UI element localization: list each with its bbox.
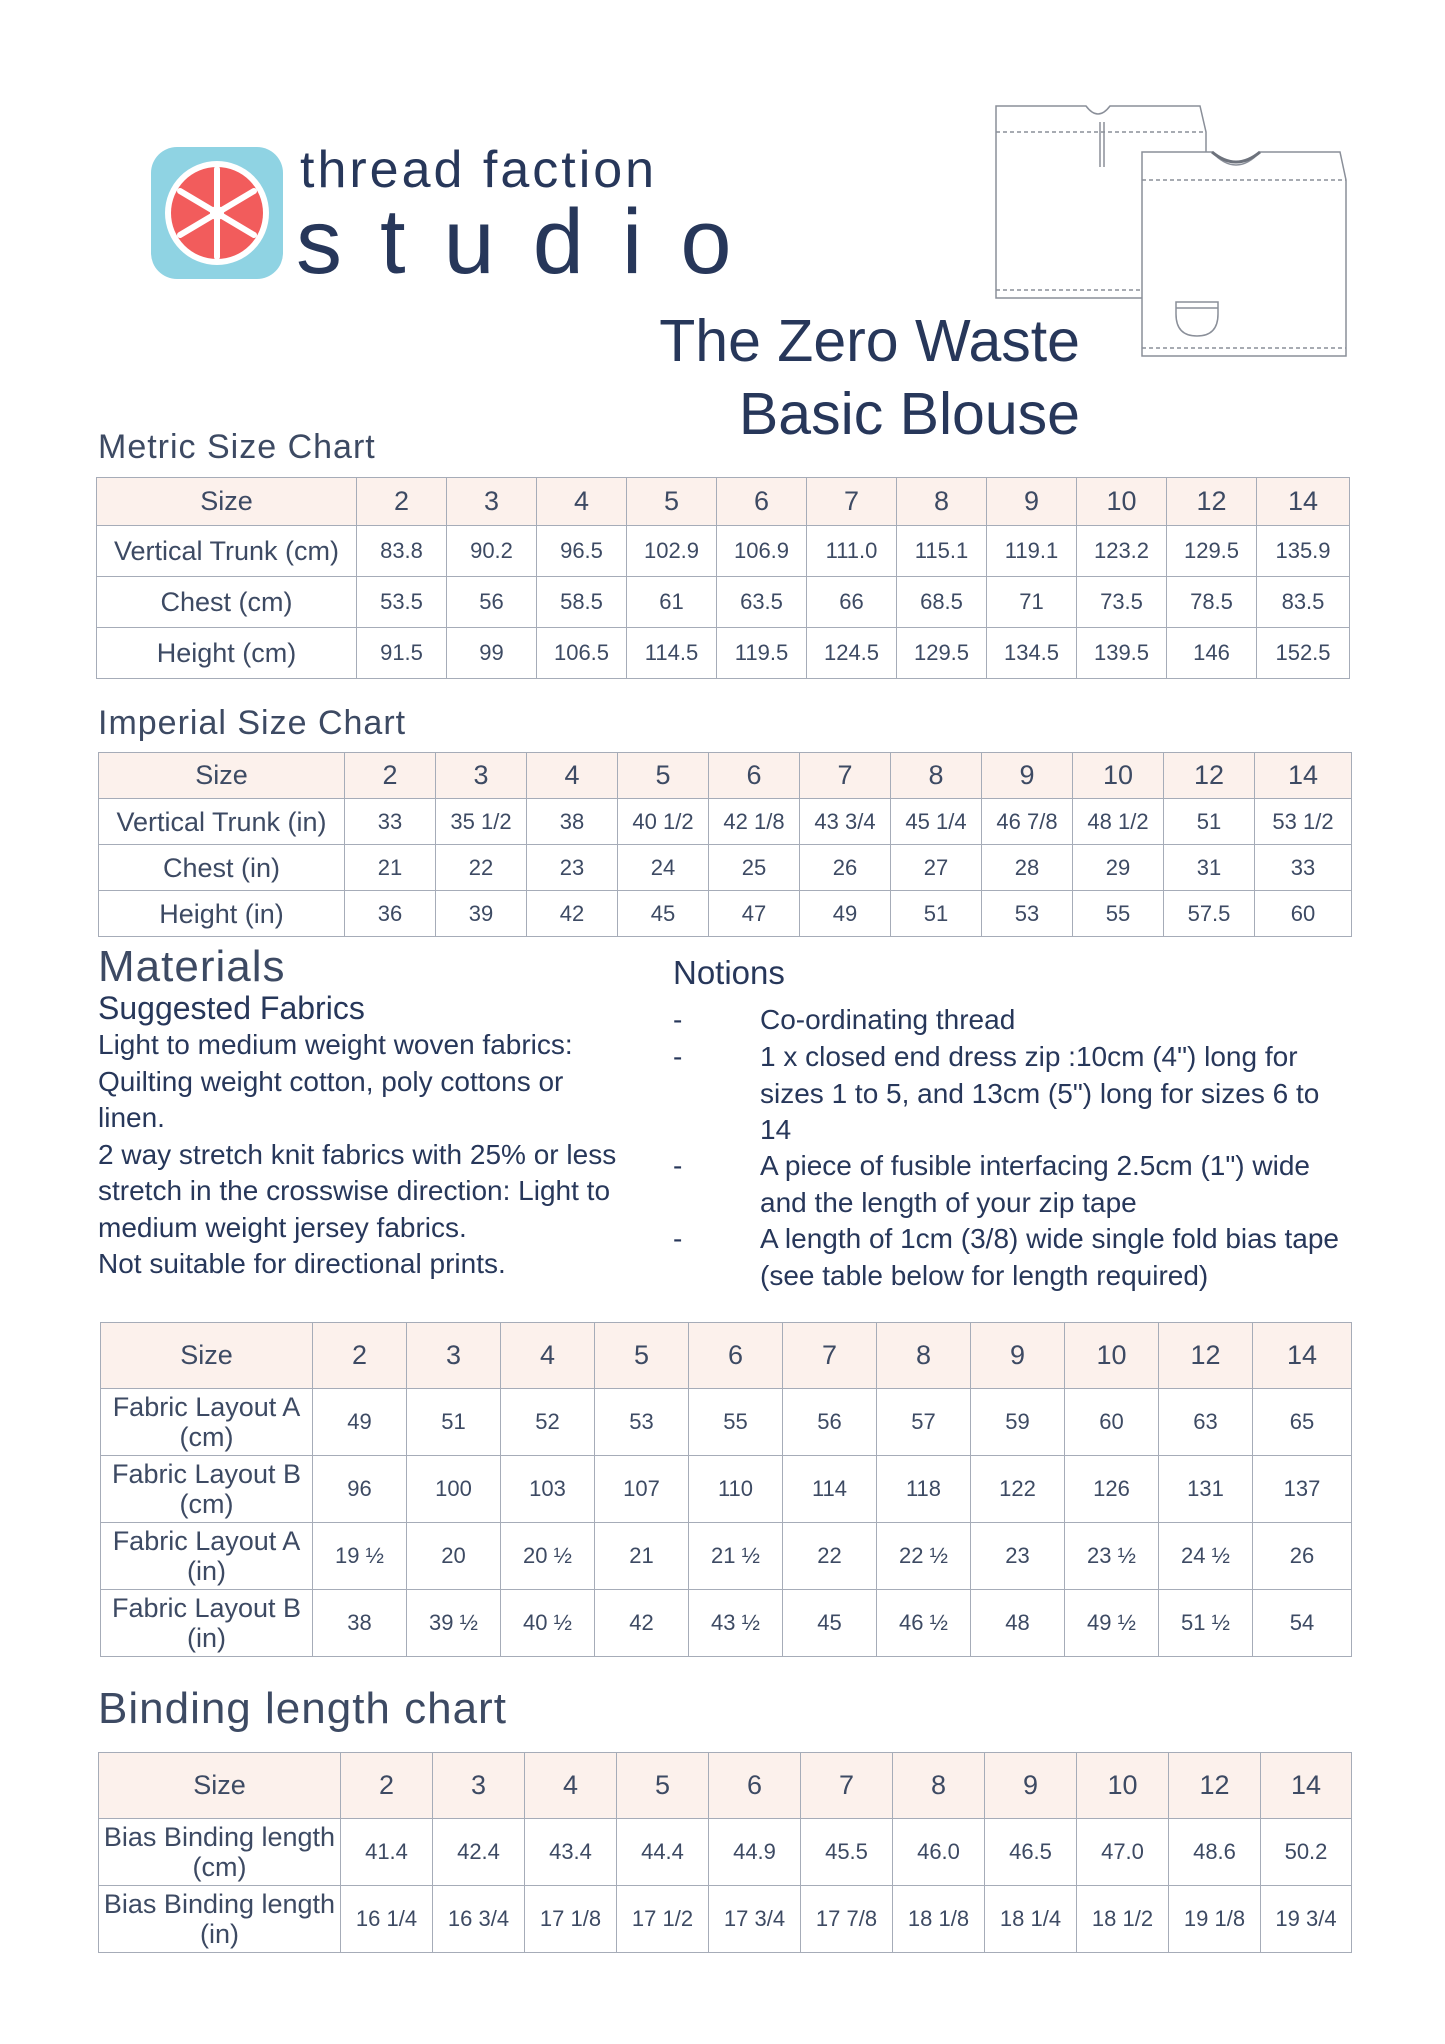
notion-text: Co-ordinating thread (760, 1004, 1016, 1035)
table-cell: 40 ½ (501, 1590, 595, 1657)
notion-text: A piece of fusible interfacing 2.5cm (1") wide and the length of your zip tape (760, 1150, 1310, 1218)
header-cell: 7 (807, 478, 897, 526)
header-cell: 2 (345, 753, 436, 799)
table-cell: 42 1/8 (709, 799, 800, 845)
materials-line: linen. (98, 1102, 165, 1133)
row-label: Vertical Trunk (cm) (97, 526, 357, 577)
header-cell: 14 (1257, 478, 1350, 526)
bullet-dash: - (673, 1150, 683, 1181)
table-cell: 45.5 (801, 1819, 893, 1886)
table-cell: 90.2 (447, 526, 537, 577)
table-cell: 71 (987, 577, 1077, 628)
header-cell: 10 (1077, 1753, 1169, 1819)
header-cell: 7 (800, 753, 891, 799)
header-cell: 9 (987, 478, 1077, 526)
materials-line: medium weight jersey fabrics. (98, 1211, 467, 1243)
materials-line: Light to medium weight woven fabrics: (98, 1029, 573, 1060)
header-cell: 9 (971, 1323, 1065, 1389)
table-cell: 107 (595, 1456, 689, 1523)
table-cell: 16 1/4 (341, 1886, 433, 1953)
table-row (101, 1389, 1352, 1456)
table-cell: 19 1/8 (1169, 1886, 1261, 1953)
table-cell: 42 (595, 1590, 689, 1657)
table-cell: 123.2 (1077, 526, 1167, 577)
header-cell: 8 (891, 753, 982, 799)
table-cell: 73.5 (1077, 577, 1167, 628)
table-cell: 22 (783, 1523, 877, 1590)
table-cell: 17 1/2 (617, 1886, 709, 1953)
table-cell: 45 (783, 1590, 877, 1657)
header-cell: 8 (897, 478, 987, 526)
title-line1: The Zero Waste (659, 308, 1080, 374)
table-cell: 111.0 (807, 526, 897, 577)
table-cell: 58.5 (537, 577, 627, 628)
header-cell: 3 (433, 1753, 525, 1819)
header-cell: Size (97, 478, 357, 526)
table-cell: 114 (783, 1456, 877, 1523)
brand-name-line1: thread faction (300, 141, 658, 199)
table-cell: 53 (595, 1389, 689, 1456)
row-label: Bias Binding length (cm) (99, 1819, 341, 1886)
table-cell: 33 (345, 799, 436, 845)
table-row (99, 891, 1352, 937)
table-cell: 129.5 (1167, 526, 1257, 577)
header-cell: 6 (709, 1753, 801, 1819)
table-cell: 53 (982, 891, 1073, 937)
table-cell: 48 (971, 1590, 1065, 1657)
imperial-chart-title: Imperial Size Chart (98, 704, 407, 742)
header-cell: Size (101, 1323, 313, 1389)
table-cell: 137 (1253, 1456, 1352, 1523)
table-cell: 21 (345, 845, 436, 891)
table-cell: 119.5 (717, 628, 807, 679)
materials-section (98, 942, 658, 1283)
header-cell: 2 (341, 1753, 433, 1819)
header-cell: 7 (783, 1323, 877, 1389)
table-cell: 55 (689, 1389, 783, 1456)
header-cell: 6 (689, 1323, 783, 1389)
bullet-dash: - (673, 1223, 683, 1254)
table-cell: 100 (407, 1456, 501, 1523)
table-cell: 42 (527, 891, 618, 937)
header-cell: 10 (1077, 478, 1167, 526)
header-cell: 6 (709, 753, 800, 799)
table-cell: 83.8 (357, 526, 447, 577)
table-cell: 91.5 (357, 628, 447, 679)
materials-title: Materials (98, 942, 286, 991)
table-cell: 47 (709, 891, 800, 937)
header-cell: 9 (982, 753, 1073, 799)
table-cell: 57.5 (1164, 891, 1255, 937)
table-cell: 96.5 (537, 526, 627, 577)
table-cell: 19 ½ (313, 1523, 407, 1590)
table-cell: 46.0 (893, 1819, 985, 1886)
table-cell: 42.4 (433, 1819, 525, 1886)
table-header-row (101, 1323, 1352, 1389)
table-cell: 46 ½ (877, 1590, 971, 1657)
table-header-row (97, 478, 1350, 526)
bullet-dash: - (673, 1041, 683, 1072)
header-cell: 14 (1253, 1323, 1352, 1389)
table-row (101, 1590, 1352, 1657)
table-cell: 49 (313, 1389, 407, 1456)
table-cell: 31 (1164, 845, 1255, 891)
table-cell: 26 (800, 845, 891, 891)
table-cell: 18 1/2 (1077, 1886, 1169, 1953)
metric-chart-title: Metric Size Chart (98, 428, 376, 466)
table-cell: 55 (1073, 891, 1164, 937)
row-label: Chest (cm) (97, 577, 357, 628)
table-cell: 22 (436, 845, 527, 891)
table-cell: 51 ½ (1159, 1590, 1253, 1657)
grapefruit-icon (151, 147, 283, 279)
table-cell: 56 (447, 577, 537, 628)
table-cell: 19 3/4 (1261, 1886, 1352, 1953)
table-cell: 114.5 (627, 628, 717, 679)
header-cell: 12 (1159, 1323, 1253, 1389)
header-cell: 12 (1169, 1753, 1261, 1819)
table-cell: 28 (982, 845, 1073, 891)
table-cell: 126 (1065, 1456, 1159, 1523)
header-cell: 4 (537, 478, 627, 526)
table-cell: 43 ½ (689, 1590, 783, 1657)
table-cell: 17 7/8 (801, 1886, 893, 1953)
brand-logo (151, 147, 283, 279)
table-cell: 40 1/2 (618, 799, 709, 845)
table-cell: 48 1/2 (1073, 799, 1164, 845)
table-cell: 27 (891, 845, 982, 891)
header-cell: 3 (447, 478, 537, 526)
table-cell: 52 (501, 1389, 595, 1456)
table-cell: 66 (807, 577, 897, 628)
table-cell: 46.5 (985, 1819, 1077, 1886)
header-cell: 6 (717, 478, 807, 526)
table-cell: 106.9 (717, 526, 807, 577)
header-cell: 4 (527, 753, 618, 799)
suggested-fabrics-heading: Suggested Fabrics (98, 990, 365, 1026)
binding-length-table (98, 1752, 1352, 1953)
table-row (99, 845, 1352, 891)
table-cell: 25 (709, 845, 800, 891)
table-cell: 38 (313, 1590, 407, 1657)
row-label: Chest (in) (99, 845, 345, 891)
blouse-illustration (990, 92, 1360, 364)
table-cell: 51 (407, 1389, 501, 1456)
table-row (99, 799, 1352, 845)
table-cell: 21 ½ (689, 1523, 783, 1590)
table-cell: 78.5 (1167, 577, 1257, 628)
notion-text: A length of 1cm (3/8) wide single fold bias tape (see table below for length required) (760, 1223, 1340, 1291)
table-cell: 39 ½ (407, 1590, 501, 1657)
table-cell: 129.5 (897, 628, 987, 679)
header-cell: 5 (617, 1753, 709, 1819)
table-cell: 18 1/8 (893, 1886, 985, 1953)
table-cell: 41.4 (341, 1819, 433, 1886)
table-cell: 18 1/4 (985, 1886, 1077, 1953)
table-cell: 24 ½ (1159, 1523, 1253, 1590)
table-cell: 53.5 (357, 577, 447, 628)
table-cell: 135.9 (1257, 526, 1350, 577)
table-row (99, 1819, 1352, 1886)
row-label: Vertical Trunk (in) (99, 799, 345, 845)
table-cell: 118 (877, 1456, 971, 1523)
table-cell: 99 (447, 628, 537, 679)
table-cell: 51 (1164, 799, 1255, 845)
header-cell: 10 (1073, 753, 1164, 799)
imperial-size-table (98, 752, 1352, 937)
header-cell: 5 (618, 753, 709, 799)
table-cell: 106.5 (537, 628, 627, 679)
table-cell: 131 (1159, 1456, 1253, 1523)
table-cell: 57 (877, 1389, 971, 1456)
table-cell: 119.1 (987, 526, 1077, 577)
row-label: Fabric Layout B (cm) (101, 1456, 313, 1523)
header-cell: 4 (501, 1323, 595, 1389)
table-cell: 110 (689, 1456, 783, 1523)
table-cell: 21 (595, 1523, 689, 1590)
header-cell: 8 (877, 1323, 971, 1389)
table-cell: 22 ½ (877, 1523, 971, 1590)
table-cell: 17 3/4 (709, 1886, 801, 1953)
header-cell: 8 (893, 1753, 985, 1819)
table-cell: 63.5 (717, 577, 807, 628)
table-cell: 45 (618, 891, 709, 937)
table-cell: 56 (783, 1389, 877, 1456)
table-cell: 36 (345, 891, 436, 937)
table-cell: 33 (1255, 845, 1352, 891)
table-cell: 23 ½ (1065, 1523, 1159, 1590)
table-cell: 115.1 (897, 526, 987, 577)
row-label: Bias Binding length (in) (99, 1886, 341, 1953)
table-cell: 54 (1253, 1590, 1352, 1657)
table-header-row (99, 753, 1352, 799)
table-cell: 20 (407, 1523, 501, 1590)
table-cell: 122 (971, 1456, 1065, 1523)
table-cell: 44.4 (617, 1819, 709, 1886)
table-header-row (99, 1753, 1352, 1819)
table-cell: 39 (436, 891, 527, 937)
notions-title: Notions (673, 954, 785, 991)
table-cell: 38 (527, 799, 618, 845)
table-cell: 51 (891, 891, 982, 937)
title-line2: Basic Blouse (738, 381, 1080, 447)
table-cell: 45 1/4 (891, 799, 982, 845)
table-cell: 23 (527, 845, 618, 891)
table-cell: 124.5 (807, 628, 897, 679)
table-cell: 59 (971, 1389, 1065, 1456)
materials-line: 2 way stretch knit fabrics with 25% or less (98, 1138, 617, 1170)
table-cell: 50.2 (1261, 1819, 1352, 1886)
table-cell: 68.5 (897, 577, 987, 628)
materials-line: Quilting weight cotton, poly cottons or (98, 1065, 564, 1097)
table-cell: 60 (1255, 891, 1352, 937)
table-cell: 24 (618, 845, 709, 891)
table-cell: 16 3/4 (433, 1886, 525, 1953)
table-cell: 134.5 (987, 628, 1077, 679)
header-cell: 3 (407, 1323, 501, 1389)
header-cell: 10 (1065, 1323, 1159, 1389)
table-cell: 103 (501, 1456, 595, 1523)
table-cell: 102.9 (627, 526, 717, 577)
row-label: Fabric Layout B (in) (101, 1590, 313, 1657)
table-row (101, 1523, 1352, 1590)
table-cell: 23 (971, 1523, 1065, 1590)
table-cell: 63 (1159, 1389, 1253, 1456)
header-cell: 9 (985, 1753, 1077, 1819)
header-cell: 7 (801, 1753, 893, 1819)
table-cell: 53 1/2 (1255, 799, 1352, 845)
table-cell: 47.0 (1077, 1819, 1169, 1886)
header-cell: 4 (525, 1753, 617, 1819)
table-cell: 44.9 (709, 1819, 801, 1886)
table-row (99, 1886, 1352, 1953)
header-cell: Size (99, 1753, 341, 1819)
table-cell: 46 7/8 (982, 799, 1073, 845)
header-cell: 5 (595, 1323, 689, 1389)
header-cell: 2 (313, 1323, 407, 1389)
header-cell: 12 (1167, 478, 1257, 526)
table-cell: 35 1/2 (436, 799, 527, 845)
table-row (97, 526, 1350, 577)
brand-name-line2: studio (296, 191, 770, 293)
table-row (97, 577, 1350, 628)
materials-line: stretch in the crosswise direction: Light to (98, 1175, 611, 1206)
fabric-layout-table (100, 1322, 1352, 1657)
table-cell: 139.5 (1077, 628, 1167, 679)
table-cell: 20 ½ (501, 1523, 595, 1590)
table-cell: 17 1/8 (525, 1886, 617, 1953)
metric-size-table (96, 477, 1350, 679)
table-cell: 60 (1065, 1389, 1159, 1456)
table-cell: 65 (1253, 1389, 1352, 1456)
table-cell: 29 (1073, 845, 1164, 891)
table-cell: 146 (1167, 628, 1257, 679)
header-cell: Size (99, 753, 345, 799)
table-cell: 96 (313, 1456, 407, 1523)
row-label: Fabric Layout A (in) (101, 1523, 313, 1590)
header-cell: 5 (627, 478, 717, 526)
row-label: Height (cm) (97, 628, 357, 679)
row-label: Height (in) (99, 891, 345, 937)
header-cell: 2 (357, 478, 447, 526)
header-cell: 3 (436, 753, 527, 799)
header-cell: 14 (1261, 1753, 1352, 1819)
row-label: Fabric Layout A (cm) (101, 1389, 313, 1456)
bullet-dash: - (673, 1004, 683, 1035)
notions-section (673, 954, 1353, 1294)
table-cell: 61 (627, 577, 717, 628)
table-cell: 49 (800, 891, 891, 937)
table-cell: 49 ½ (1065, 1590, 1159, 1657)
notion-text: 1 x closed end dress zip :10cm (4") long for sizes 1 to 5, and 13cm (5") long for sizes 6 to 14 (760, 1041, 1320, 1145)
binding-chart-title: Binding length chart (98, 1684, 507, 1733)
table-cell: 43 3/4 (800, 799, 891, 845)
header-cell: 14 (1255, 753, 1352, 799)
table-cell: 43.4 (525, 1819, 617, 1886)
materials-line: Not suitable for directional prints. (98, 1248, 506, 1279)
table-cell: 26 (1253, 1523, 1352, 1590)
table-cell: 83.5 (1257, 577, 1350, 628)
table-row (97, 628, 1350, 679)
table-row (101, 1456, 1352, 1523)
table-cell: 152.5 (1257, 628, 1350, 679)
header-cell: 12 (1164, 753, 1255, 799)
table-cell: 48.6 (1169, 1819, 1261, 1886)
